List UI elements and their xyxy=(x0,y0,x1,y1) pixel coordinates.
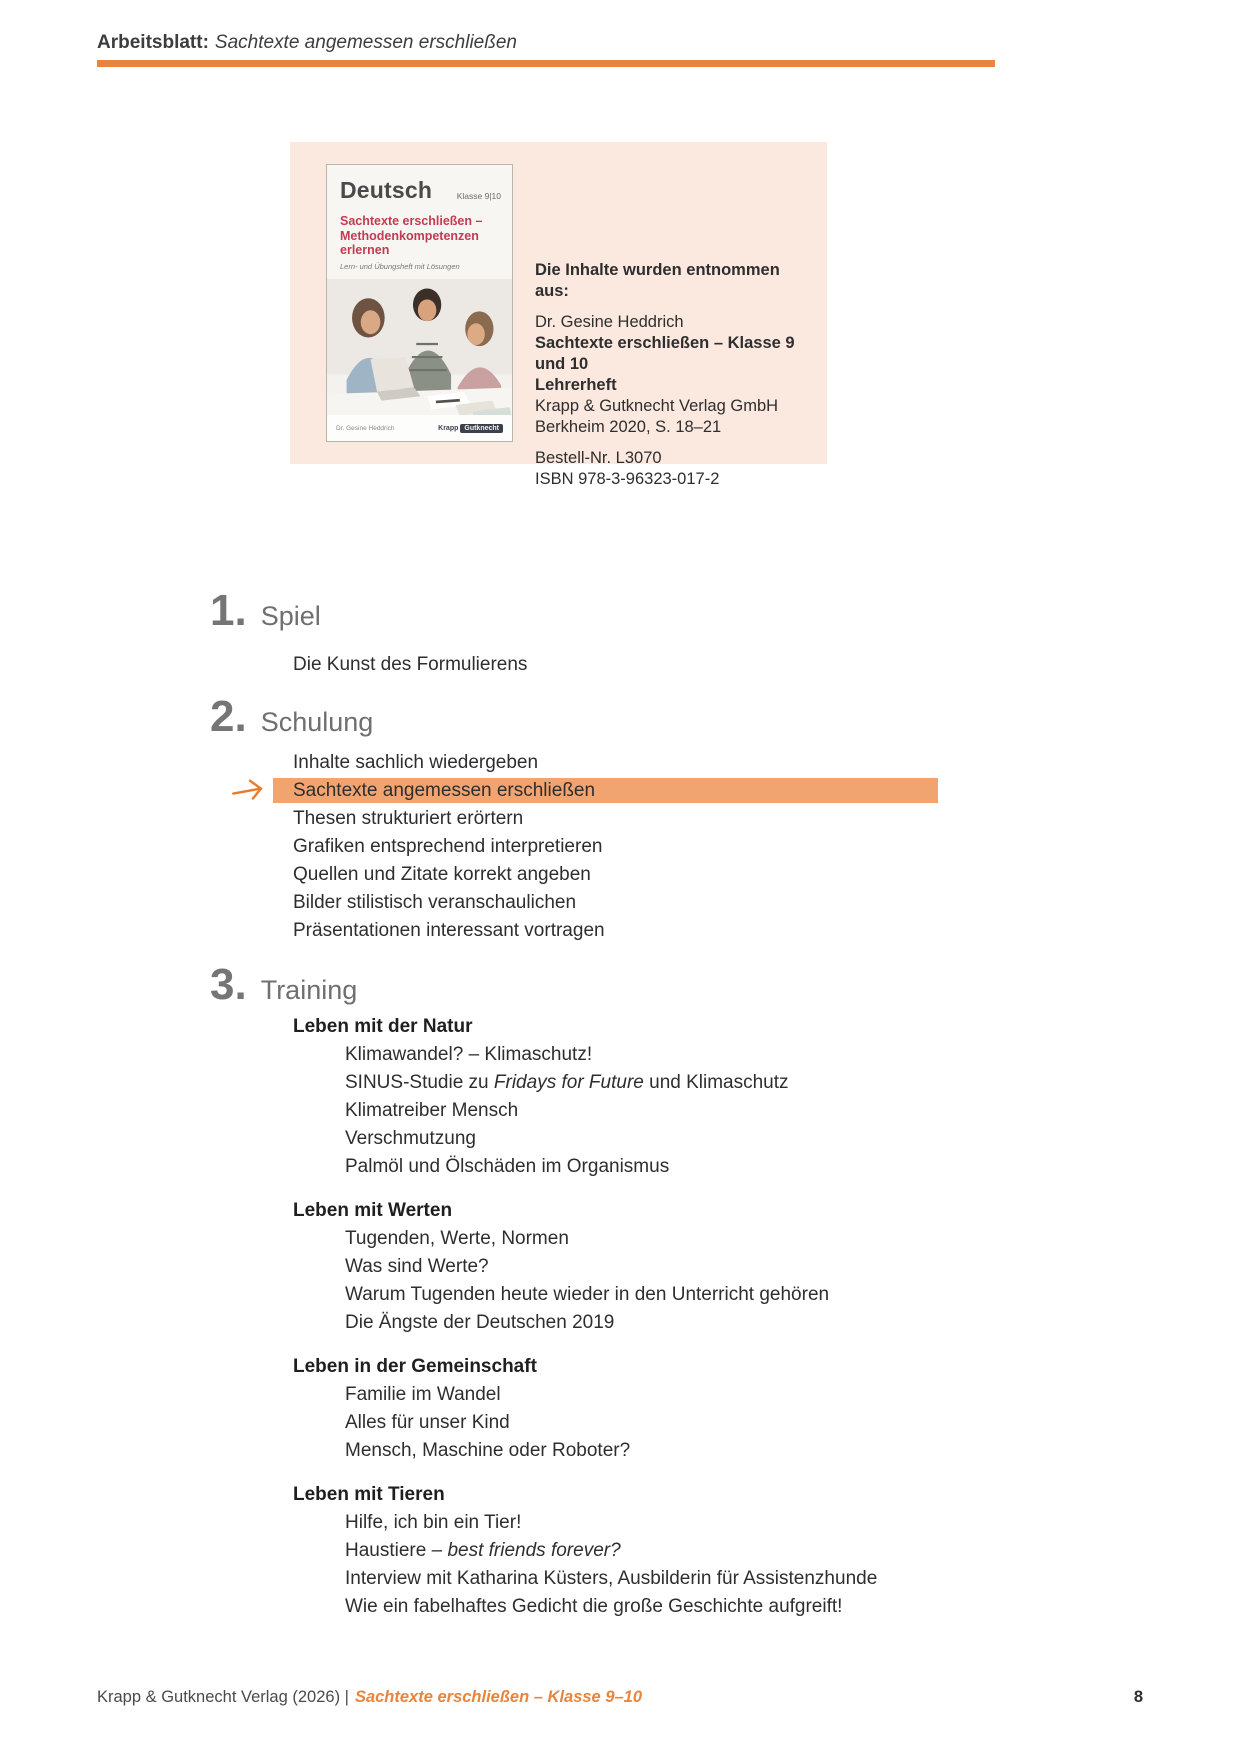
section-title: Training xyxy=(260,975,358,1005)
page-header xyxy=(97,32,997,54)
section-title: Schulung xyxy=(260,707,374,737)
section-head-schulung xyxy=(210,691,970,739)
toc-item: Quellen und Zitate korrekt angeben xyxy=(293,864,591,885)
toc-sub-item: Tugenden, Werte, Normen xyxy=(345,1228,569,1249)
book-cover-footer xyxy=(327,415,512,441)
cover-author: Dr. Gesine Heddrich xyxy=(336,424,395,432)
source-title: Sachtexte erschließen – Klasse 9 und 10 xyxy=(535,334,795,373)
header-title: Sachtexte angemessen erschließen xyxy=(214,32,517,53)
toc-sub-item: Alles für unser Kind xyxy=(345,1412,510,1433)
source-place-pages: Berkheim 2020, S. 18–21 xyxy=(535,418,722,436)
toc-item: Bilder stilistisch veranschaulichen xyxy=(293,892,577,913)
group-heading: Leben in der Gemeinschaft xyxy=(293,1356,537,1377)
toc-sub-item: Warum Tugenden heute wieder in den Unterricht gehören xyxy=(345,1284,830,1305)
page-number: 8 xyxy=(1133,1688,1143,1706)
source-reference xyxy=(535,260,815,490)
source-box xyxy=(290,142,827,488)
section-number: 1. xyxy=(210,586,247,635)
toc-sub-item: SINUS-Studie zu Fridays for Future und Klimaschutz xyxy=(345,1072,789,1093)
group-heading: Leben mit Werten xyxy=(293,1200,453,1221)
header-rule xyxy=(97,60,995,67)
source-edition: Lehrerheft xyxy=(535,376,617,394)
toc-sub-item: Hilfe, ich bin ein Tier! xyxy=(345,1512,522,1533)
header-label: Arbeitsblatt: xyxy=(97,32,209,53)
book-cover xyxy=(326,164,513,442)
section-head-training xyxy=(210,959,970,1007)
arrow-right-icon xyxy=(231,777,265,803)
cover-photo-illustration xyxy=(327,279,512,416)
toc-item: Grafiken entsprechend interpretieren xyxy=(293,836,603,857)
toc-sub-item: Was sind Werte? xyxy=(345,1256,489,1277)
source-author: Dr. Gesine Heddrich xyxy=(535,313,684,331)
cover-klasse: Klasse 9|10 xyxy=(456,191,501,201)
section-head-spiel xyxy=(210,585,970,633)
toc-sub-item: Wie ein fabelhaftes Gedicht die große Geschichte aufgreift! xyxy=(345,1596,843,1617)
toc-sub-item: Haustiere – best friends forever? xyxy=(345,1540,621,1561)
cover-subtitle: Lern- und Übungsheft mit Lösungen xyxy=(340,261,460,271)
section-number: 2. xyxy=(210,692,247,741)
page-footer xyxy=(97,1688,1143,1707)
toc-sub-item: Klimatreiber Mensch xyxy=(345,1100,519,1121)
section-number: 3. xyxy=(210,960,247,1009)
footer-series: Sachtexte erschließen – Klasse 9–10 xyxy=(354,1688,643,1706)
group-heading: Leben mit der Natur xyxy=(293,1016,473,1037)
footer-publisher: Krapp & Gutknecht Verlag (2026) | xyxy=(97,1688,349,1706)
toc-item: Inhalte sachlich wiedergeben xyxy=(293,752,539,773)
toc-sub-item: Interview mit Katharina Küsters, Ausbilderin für Assistenzhunde xyxy=(345,1568,878,1589)
toc-item: Präsentationen interessant vortragen xyxy=(293,920,605,941)
cover-subject: Deutsch xyxy=(340,177,433,203)
cover-photo xyxy=(327,279,512,416)
cover-title: Sachtexte erschließen – Methodenkompetenzen erlernen xyxy=(340,214,483,257)
toc-sub-item: Verschmutzung xyxy=(345,1128,476,1149)
toc-sub-item: Palmöl und Ölschäden im Organismus xyxy=(345,1156,670,1177)
source-isbn: ISBN 978-3-96323-017-2 xyxy=(535,470,720,488)
book-cover-top xyxy=(327,165,512,271)
section-title: Spiel xyxy=(260,601,321,631)
toc-item: Die Kunst des Formulierens xyxy=(293,654,528,675)
toc-item-highlighted xyxy=(273,778,938,803)
highlighted-item-label: Sachtexte angemessen erschließen xyxy=(293,780,596,801)
source-intro: Die Inhalte wurden entnommen aus: xyxy=(535,261,780,300)
toc-sub-item: Mensch, Maschine oder Roboter? xyxy=(345,1440,631,1461)
table-of-contents xyxy=(210,585,970,1621)
source-publisher: Krapp & Gutknecht Verlag GmbH xyxy=(535,397,779,415)
publisher-logo: Krapp Gutknecht xyxy=(438,424,503,433)
source-order-number: Bestell-Nr. L3070 xyxy=(535,449,662,467)
toc-sub-item: Familie im Wandel xyxy=(345,1384,501,1405)
group-heading: Leben mit Tieren xyxy=(293,1484,445,1505)
toc-sub-item: Klimawandel? – Klimaschutz! xyxy=(345,1044,593,1065)
toc-item: Thesen strukturiert erörtern xyxy=(293,808,524,829)
toc-sub-item: Die Ängste der Deutschen 2019 xyxy=(345,1312,615,1333)
